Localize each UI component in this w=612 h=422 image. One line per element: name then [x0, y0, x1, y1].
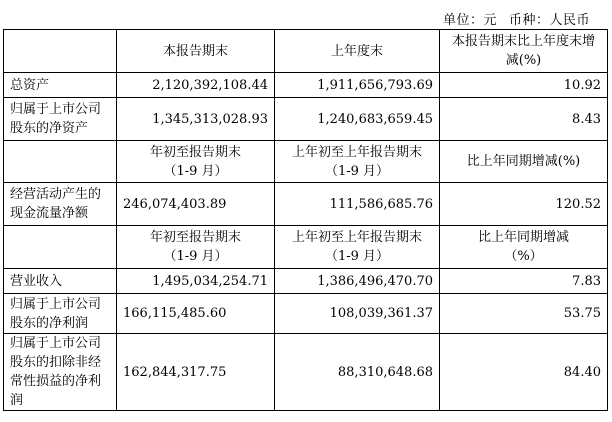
- value-net-profit-excl-current: 162,844,317.75: [117, 334, 275, 411]
- table-subheader-row-1: [4, 141, 608, 183]
- subheader-2-ytd-line2: （1-9 月）: [163, 249, 228, 264]
- subheader-1-ytd: [117, 141, 275, 183]
- subheader-2-yoy-change-line2: （%）: [504, 249, 543, 264]
- value-total-assets-change: 10.92: [440, 73, 608, 98]
- row-label-operating-cash-flow: [4, 183, 117, 226]
- row-label-net-profit-excl: [4, 334, 117, 411]
- header-prior-year-end: 上年度末: [275, 30, 440, 73]
- subheader-1-yoy-change: 比上年同期增减(%): [440, 141, 608, 183]
- value-net-assets-change: 8.43: [440, 98, 608, 141]
- subheader-1-prior-ytd-line2: （1-9 月）: [324, 163, 390, 179]
- header-change-percent: 本报告期末比上年度末增减(%): [440, 30, 608, 73]
- value-net-assets-prior: 1,240,683,659.45: [275, 98, 440, 141]
- table-row-net-assets: [4, 98, 608, 141]
- table-row-revenue: [4, 269, 608, 294]
- subheader-2-yoy-change: [440, 226, 608, 269]
- subheader-1-ytd-line1: 年初至报告期末: [149, 144, 241, 160]
- row-label-net-profit-line2: 股东的净利润: [10, 315, 89, 331]
- row-label-net-assets-line1: 归属于上市公司: [10, 102, 102, 117]
- value-revenue-current: 1,495,034,254.71: [117, 269, 275, 294]
- value-operating-cash-flow-current: 246,074,403.89: [117, 183, 275, 226]
- unit-currency-line: [443, 9, 590, 28]
- value-net-profit-prior: 108,039,361.37: [275, 294, 440, 334]
- subheader-2-ytd-line1: 年初至报告期末: [149, 230, 241, 245]
- row-label-net-profit-excl-line1: 归属于上市公司: [10, 336, 102, 351]
- value-net-profit-excl-prior: 88,310,648.68: [275, 334, 440, 411]
- row-label-revenue: 营业收入: [4, 269, 117, 294]
- value-operating-cash-flow-prior: 111,586,685.76: [275, 183, 440, 226]
- subheader-2-yoy-change-line1: 比上年同期增减: [477, 230, 569, 245]
- row-label-net-assets-line2: 股东的净资产: [10, 121, 89, 136]
- subheader-2-prior-ytd: [275, 226, 440, 269]
- row-label-total-assets: 总资产: [4, 73, 117, 98]
- value-revenue-change: 7.83: [440, 269, 608, 294]
- row-label-operating-cash-flow-line2: 现金流量净额: [10, 206, 89, 221]
- subheader-1-prior-ytd: [275, 141, 440, 183]
- subheader-2-prior-ytd-line1: 上年初至上年报告期末: [291, 230, 422, 245]
- value-net-profit-excl-change: 84.40: [440, 334, 608, 411]
- subheader-2-empty-cell: [4, 226, 117, 269]
- table-row-total-assets: [4, 73, 608, 98]
- table-row-operating-cash-flow: [4, 183, 608, 226]
- subheader-1-empty-cell: [4, 141, 117, 183]
- row-label-net-profit-line1: 归属于上市公司: [10, 296, 102, 312]
- row-label-net-assets: [4, 98, 117, 141]
- financial-data-table: [3, 29, 608, 411]
- value-net-assets-current: 1,345,313,028.93: [117, 98, 275, 141]
- subheader-2-prior-ytd-line2: （1-9 月）: [324, 249, 390, 264]
- row-label-net-profit: [4, 294, 117, 334]
- row-label-operating-cash-flow-line1: 经营活动产生的: [10, 187, 102, 202]
- value-operating-cash-flow-change: 120.52: [440, 183, 608, 226]
- unit-label: 单位：元: [442, 13, 497, 28]
- value-net-profit-change: 53.75: [440, 294, 608, 334]
- table-header-row: [4, 30, 608, 73]
- value-net-profit-current: 166,115,485.60: [117, 294, 275, 334]
- row-label-net-profit-excl-line3: 常性损益的净利: [10, 374, 102, 389]
- header-current-period-end: 本报告期末: [117, 30, 275, 73]
- subheader-1-ytd-line2: （1-9 月）: [163, 163, 228, 179]
- table-row-net-profit-excl-nonrecurring: [4, 334, 608, 411]
- subheader-2-ytd: [117, 226, 275, 269]
- table-subheader-row-2: [4, 226, 608, 269]
- row-label-net-profit-excl-line2: 股东的扣除非经: [10, 355, 102, 370]
- value-total-assets-current: 2,120,392,108.44: [117, 73, 275, 98]
- subheader-1-prior-ytd-line1: 上年初至上年报告期末: [291, 144, 422, 160]
- currency-label: 币种：人民币: [508, 13, 590, 28]
- table-row-net-profit: [4, 294, 608, 334]
- row-label-net-profit-excl-line4: 润: [10, 393, 24, 408]
- value-revenue-prior: 1,386,496,470.70: [275, 269, 440, 294]
- header-empty-cell: [4, 30, 117, 73]
- value-total-assets-prior: 1,911,656,793.69: [275, 73, 440, 98]
